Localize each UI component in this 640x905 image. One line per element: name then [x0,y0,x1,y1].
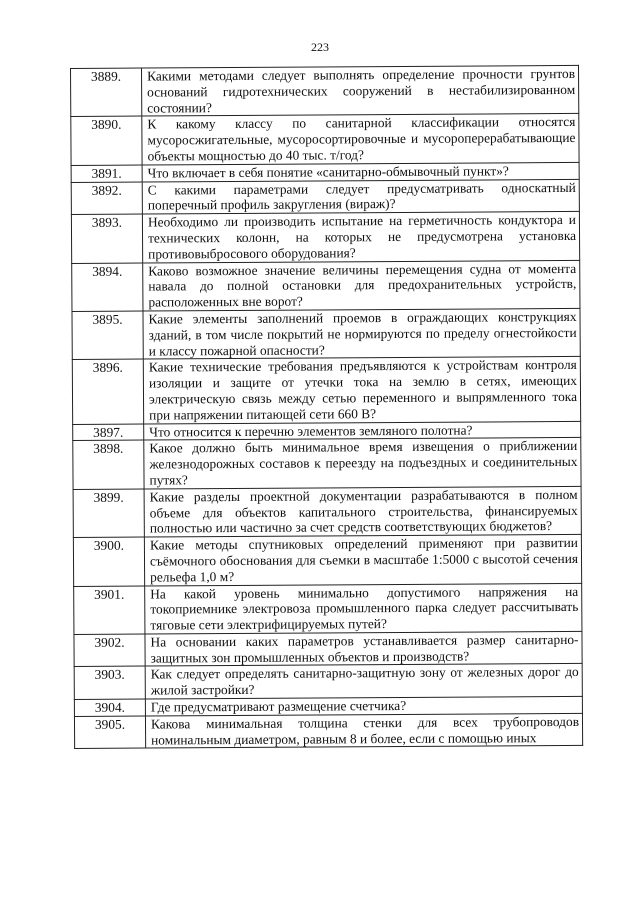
question-text-truncated [145,713,582,748]
table-row [74,664,582,700]
question-number: 3891. [71,165,142,182]
questions-table [70,65,583,749]
question-number: 3902. [74,634,145,667]
table-row [73,486,581,537]
question-number: 3893. [71,214,142,263]
question-text: Какие разделы проектной документации разрабатываются в полном объеме для объектов капитального строительства, финансируемых полностью или частично за счет средств соответствующих бюджетов? [144,486,581,537]
question-number: 3890. [71,116,142,165]
table-row [73,534,581,585]
table-row [74,583,582,634]
table-row [71,179,579,215]
question-text: Какова минимальная толщина стенки для всех трубопроводов номинальным диаметром, равным 8 и более, если с помощью иных [150,713,580,748]
question-text: Необходимо ли производить испытание на герметичность кондуктора и технических колонн, на которых не предусмотрена установка противовыбросового оборудования? [142,212,579,263]
question-number: 3894. [72,263,143,312]
question-text: К какому классу по санитарной классификации относятся мусоросжигательные, мусоросортировочные и мусороперерабатывающие объекты мощностью до 40 тыс. т/год? [142,114,579,165]
question-number: 3896. [72,359,143,424]
table-row [71,65,579,116]
question-text: Какие элементы заполнений проемов в ограждающих конструкциях зданий, в том числе покрытий не нормируются по пределу огнестойкости и классу пожарной опасности? [143,308,580,359]
table-row [74,713,582,748]
question-text: Какими методами следует выполнять определение прочности грунтов оснований гидротехнических сооружений в нестабилизированном состоянии? [142,65,579,116]
question-number: 3898. [73,440,144,489]
table-row [73,438,581,489]
question-text: На основании каких параметров устанавливается размер санитарно-защитных зон промышленных объектов и производств? [145,631,582,666]
question-number: 3899. [73,489,144,538]
question-number: 3905. [74,716,145,748]
question-text: Какое должно быть минимальное время извещения о приближении железнодорожных составов к переезду на подъездных и соединительных путях? [144,438,581,489]
question-number: 3900. [73,537,144,586]
question-number: 3895. [72,311,143,360]
table-row [72,260,580,311]
question-text: Где предусматривают размещение счетчика? [145,696,582,715]
question-number: 3889. [71,68,142,117]
table-row [72,308,580,359]
table-row [71,114,579,165]
question-number: 3903. [74,667,145,700]
question-text: На какой уровень минимально допустимого напряжения на токоприемнике электровоза промышленного парка следует рассчитывать тяговые сети электрифицируемых путей? [145,583,582,634]
question-text: Что относится к перечню элементов земляного полотна? [144,421,581,440]
table-row [71,212,579,263]
question-text: Какие технические требования предъявляются к устройствам контроля изоляции и защите от утечки тока на землю в сетях, имеющих электрическую связь между сетью переменного и выпрямленного тока при напряжении питающей сети 660 В? [143,357,580,424]
question-text: С какими параметрами следует предусматривать односкатный поперечный профиль закругления (вираж)? [142,179,579,214]
question-text: Что включает в себя понятие «санитарно-обмывочный пункт»? [142,162,579,181]
question-text: Каково возможное значение величины перемещения судна от момента навала до полной остановки для предохранительных устройств, расположенных вне ворот? [143,260,580,311]
question-text: Какие методы спутниковых определений применяют при развитии съёмочного обоснования для съемки в масштабе 1:5000 с высотой сечения рельефа 1,0 м? [144,534,581,585]
table-row [72,357,580,424]
question-number: 3897. [73,424,144,441]
question-text: Как следует определять санитарно-защитную зону от железных дорог до жилой застройки? [145,664,582,699]
question-number: 3901. [74,586,145,635]
question-number: 3904. [74,699,145,716]
page-number: 223 [311,40,329,54]
question-number: 3892. [71,182,142,215]
table-row [74,631,582,667]
